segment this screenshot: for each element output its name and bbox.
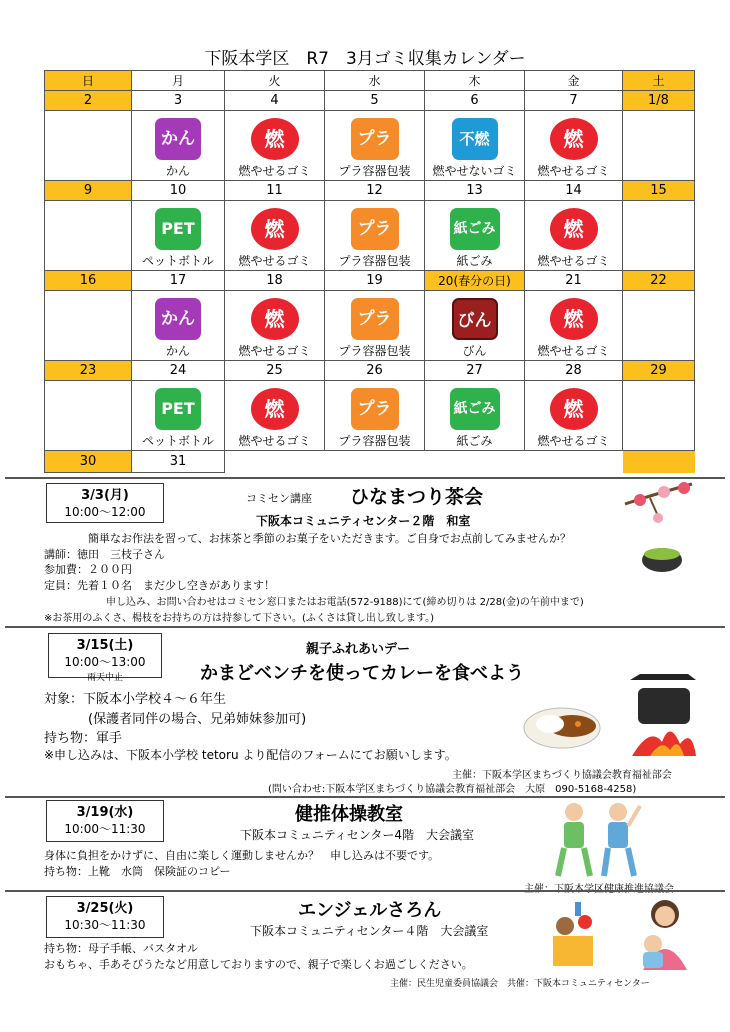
date-cell: 22 — [623, 271, 695, 291]
collection-label: 燃やせるゴミ — [238, 253, 311, 268]
week-3-dates — [45, 271, 695, 291]
collection-cell — [425, 291, 525, 361]
event-2-bring: 持ち物：軍手 — [44, 731, 123, 746]
event-3-venue: 下阪本コミュニティセンター4階 大会議室 — [240, 828, 474, 842]
weekday-sun: 日 — [45, 71, 132, 91]
exercise-illustration — [548, 800, 644, 878]
empty-cell — [45, 111, 132, 181]
event-3-bring: 持ち物：上靴 水筒 保険証のコピー — [44, 865, 231, 878]
plum-tea-illustration — [620, 476, 698, 576]
event-2-contact: (問い合わせ:下阪本学区まちづくり協議会教育福祉部会 大原 090-5168-4258) — [268, 784, 637, 795]
date-cell: 13 — [425, 181, 525, 201]
event-3-title: 健推体操教室 — [295, 804, 403, 825]
page-title: 下阪本学区 R7 3月ゴミ収集カレンダー — [204, 49, 526, 69]
collection-label: 燃やせるゴミ — [238, 343, 311, 358]
weekday-mon: 月 — [132, 71, 225, 91]
event-3-description: 身体に負担をかけずに、自由に楽しく運動しませんか？ 申し込みは不要です。 — [44, 849, 440, 862]
date-cell: 2 — [45, 91, 132, 111]
empty-cell — [45, 381, 132, 451]
plastic-icon: プラ — [351, 298, 399, 340]
weekday-wed: 水 — [325, 71, 425, 91]
weekday-fri: 金 — [525, 71, 623, 91]
collection-cell — [132, 201, 225, 271]
date-cell: 21 — [525, 271, 623, 291]
collection-label: 紙ごみ — [456, 253, 493, 268]
event-2-apply: ※申し込みは、下阪本小学校 tetoru より配信のフォームにてお願いします。 — [44, 748, 457, 762]
collection-cell — [225, 201, 325, 271]
divider — [5, 477, 725, 479]
empty-cell — [525, 451, 623, 473]
event-2-host: 主催：下阪本学区まちづくり協議会教育福祉部会 — [452, 770, 672, 781]
burnable-icon: 燃 — [550, 208, 598, 250]
date-cell: 14 — [525, 181, 623, 201]
date-cell: 30 — [45, 451, 132, 473]
event-1-capacity: 定員：先着１０名 まだ少し空きがあります！ — [44, 579, 275, 592]
date-cell: 25 — [225, 361, 325, 381]
collection-cell — [325, 111, 425, 181]
burnable-icon: 燃 — [251, 298, 299, 340]
week-3-items — [45, 291, 695, 361]
burnable-icon: 燃 — [251, 388, 299, 430]
pet-bottle-icon: PET — [155, 208, 201, 250]
event-3-host: 主催：下阪本学区健康推進協議会 — [524, 884, 674, 895]
weekday-tue: 火 — [225, 71, 325, 91]
date-cell: 18 — [225, 271, 325, 291]
event-2-rain-note: 雨天中止 — [86, 673, 123, 683]
event-2-target-note: (保護者同伴の場合、兄弟姉妹参加可) — [88, 712, 307, 727]
event-4-title: エンジェルさろん — [298, 900, 442, 921]
date-cell: 15 — [623, 181, 695, 201]
date-cell: 29 — [623, 361, 695, 381]
date-cell: 12 — [325, 181, 425, 201]
collection-label: プラ容器包装 — [338, 343, 411, 358]
week-4-items — [45, 381, 695, 451]
empty-cell — [623, 451, 695, 473]
date-cell: 10 — [132, 181, 225, 201]
date-cell: 24 — [132, 361, 225, 381]
collection-label: 燃やせないゴミ — [432, 163, 517, 178]
event-1-time: 10:00～12:00 — [64, 505, 146, 519]
date-cell: 1/8 — [623, 91, 695, 111]
event-4-bring: 持ち物：母子手帳、バスタオル — [44, 942, 198, 955]
collection-cell — [132, 111, 225, 181]
date-cell: 9 — [45, 181, 132, 201]
week-5-dates — [45, 451, 695, 473]
collection-label: 紙ごみ — [456, 433, 493, 448]
empty-cell — [325, 451, 425, 473]
collection-label: プラ容器包装 — [338, 253, 411, 268]
week-4-dates — [45, 361, 695, 381]
event-2-prefix: 親子ふれあいデー — [306, 642, 411, 657]
paper-icon: 紙ごみ — [450, 388, 500, 430]
empty-cell — [623, 201, 695, 271]
event-4-host: 主催：民生児童委員協議会 共催：下阪本コミュニティセンター — [390, 979, 650, 989]
weekday-sat: 土 — [623, 71, 695, 91]
collection-label: ペットボトル — [141, 253, 214, 268]
garbage-calendar — [44, 70, 695, 473]
date-cell: 31 — [132, 451, 225, 473]
event-4-date: 3/25(火) — [76, 901, 134, 916]
empty-cell — [45, 291, 132, 361]
event-3-date-box — [46, 800, 164, 842]
collection-cell — [425, 111, 525, 181]
collection-label: 燃やせるゴミ — [238, 433, 311, 448]
event-2-target: 対象：下阪本小学校４～６年生 — [44, 692, 227, 707]
event-1-note: ※お茶用のふくさ、楊枝をお持ちの方は持参して下さい。(ふくさは貸し出し致します。) — [44, 613, 434, 624]
curry-campfire-illustration — [520, 670, 700, 762]
event-1-title: ひなまつり茶会 — [350, 486, 484, 508]
bottle-icon: びん — [452, 298, 498, 340]
week-2-items — [45, 201, 695, 271]
plastic-icon: プラ — [351, 388, 399, 430]
event-1-venue: 下阪本コミュニティセンター２階 和室 — [256, 514, 471, 528]
burnable-icon: 燃 — [550, 118, 598, 160]
toys-mother-child-illustration — [545, 892, 695, 972]
collection-label: 燃やせるゴミ — [238, 163, 311, 178]
collection-cell — [325, 201, 425, 271]
date-cell: 16 — [45, 271, 132, 291]
plastic-icon: プラ — [351, 208, 399, 250]
holiday-date-cell: 20(春分の日) — [425, 271, 525, 291]
collection-cell — [325, 291, 425, 361]
collection-cell — [525, 381, 623, 451]
event-1-apply: 申し込み、お問い合わせはコミセン窓口またはお電話(572-9188)にて(締め切りは 2/28(金)の午前中まで) — [106, 597, 584, 608]
collection-cell — [325, 381, 425, 451]
event-4-time: 10:30～11:30 — [64, 918, 146, 932]
collection-label: びん — [462, 343, 487, 358]
non-burnable-icon: 不燃 — [452, 118, 498, 160]
empty-cell — [425, 451, 525, 473]
date-cell: 11 — [225, 181, 325, 201]
plastic-icon: プラ — [351, 118, 399, 160]
collection-label: ペットボトル — [141, 433, 214, 448]
event-4-date-box — [46, 896, 164, 938]
event-2-date: 3/15(土) — [76, 638, 134, 653]
collection-label: 燃やせるゴミ — [537, 343, 610, 358]
collection-label: 燃やせるゴミ — [537, 433, 610, 448]
week-2-dates — [45, 181, 695, 201]
can-icon: かん — [155, 298, 201, 340]
empty-cell — [623, 291, 695, 361]
collection-cell — [425, 201, 525, 271]
event-1-prefix: コミセン講座 — [246, 492, 312, 505]
empty-cell — [45, 201, 132, 271]
date-cell: 19 — [325, 271, 425, 291]
event-2-date-box — [48, 633, 162, 683]
divider — [5, 626, 725, 628]
event-1-description: 簡単なお作法を習って、お抹茶と季節のお菓子をいただきます。ご自身でお点前してみませんか？ — [88, 532, 571, 545]
date-cell: 7 — [525, 91, 623, 111]
event-2-title: かまどベンチを使ってカレーを食べよう — [200, 663, 524, 684]
date-cell: 27 — [425, 361, 525, 381]
date-cell: 26 — [325, 361, 425, 381]
date-cell: 4 — [225, 91, 325, 111]
collection-label: 燃やせるゴミ — [537, 163, 610, 178]
divider — [5, 796, 725, 798]
collection-cell — [525, 291, 623, 361]
collection-label: かん — [165, 343, 190, 358]
empty-cell — [623, 381, 695, 451]
event-1-date: 3/3(月) — [81, 488, 129, 503]
date-cell: 23 — [45, 361, 132, 381]
event-4-venue: 下阪本コミュニティセンター４階 大会議室 — [250, 924, 489, 938]
event-1-date-box — [46, 483, 164, 523]
burnable-icon: 燃 — [251, 208, 299, 250]
empty-cell — [623, 111, 695, 181]
burnable-icon: 燃 — [251, 118, 299, 160]
collection-cell — [425, 381, 525, 451]
collection-cell — [132, 291, 225, 361]
collection-cell — [225, 291, 325, 361]
collection-cell — [525, 201, 623, 271]
pet-bottle-icon: PET — [155, 388, 201, 430]
collection-cell — [225, 381, 325, 451]
empty-cell — [225, 451, 325, 473]
can-icon: かん — [155, 118, 201, 160]
week-1-dates — [45, 91, 695, 111]
date-cell: 6 — [425, 91, 525, 111]
weekday-header — [45, 71, 695, 91]
paper-icon: 紙ごみ — [450, 208, 500, 250]
event-1-lecturer: 講師：徳田 三枝子さん — [44, 548, 165, 561]
collection-label: かん — [165, 163, 190, 178]
collection-label: プラ容器包装 — [338, 163, 411, 178]
weekday-thu: 木 — [425, 71, 525, 91]
collection-cell — [225, 111, 325, 181]
collection-cell — [525, 111, 623, 181]
date-cell: 28 — [525, 361, 623, 381]
event-3-date: 3/19(水) — [76, 805, 134, 820]
date-cell: 3 — [132, 91, 225, 111]
week-1-items — [45, 111, 695, 181]
event-1-fee: 参加費：２００円 — [44, 563, 132, 576]
collection-label: 燃やせるゴミ — [537, 253, 610, 268]
burnable-icon: 燃 — [550, 298, 598, 340]
event-3-time: 10:00～11:30 — [64, 822, 146, 836]
collection-label: プラ容器包装 — [338, 433, 411, 448]
collection-cell — [132, 381, 225, 451]
date-cell: 17 — [132, 271, 225, 291]
event-2-time: 10:00～13:00 — [64, 655, 146, 669]
burnable-icon: 燃 — [550, 388, 598, 430]
event-4-description: おもちゃ、手あそびうたなど用意しておりますので、親子で楽しくお過ごしください。 — [44, 958, 473, 971]
date-cell: 5 — [325, 91, 425, 111]
